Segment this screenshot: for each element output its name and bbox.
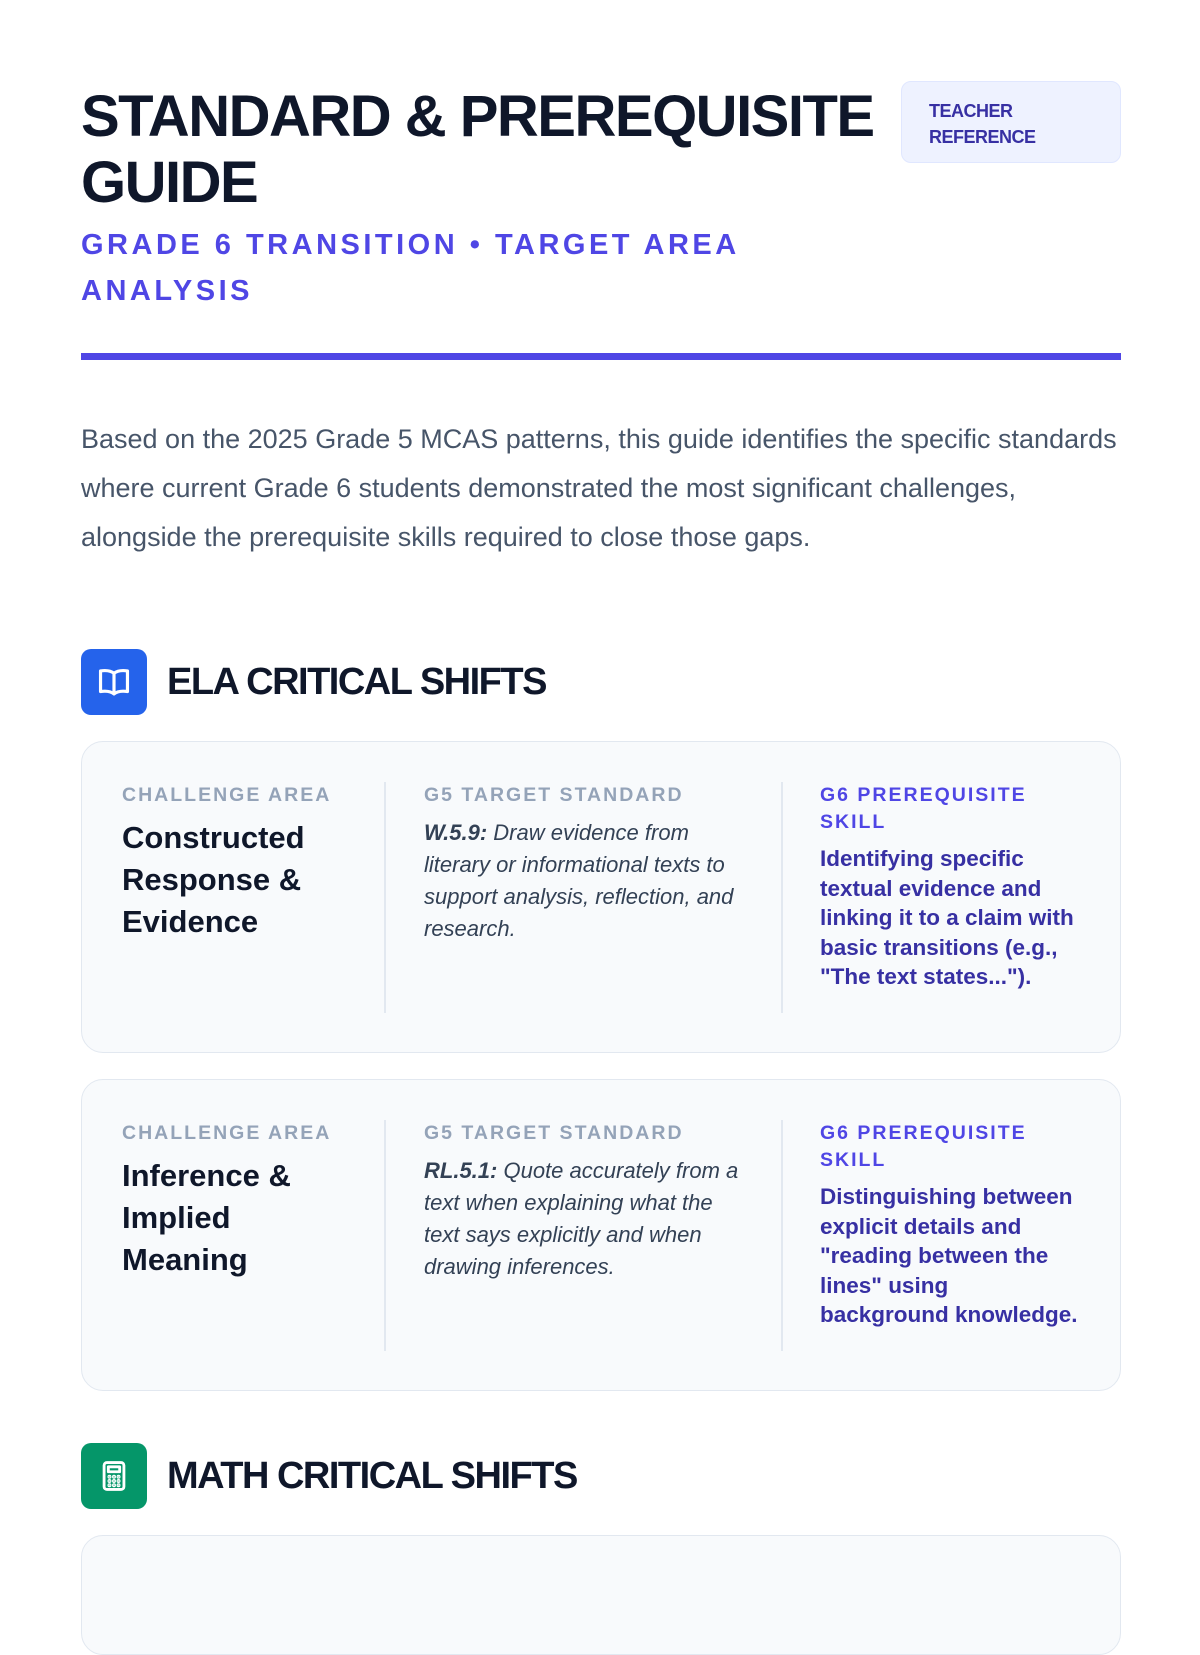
prerequisite-skill-text: Identifying specific textual evidence and linking it to a claim with basic transitions (e.g., "The text states..."). <box>820 846 1074 989</box>
column-divider <box>781 782 783 1013</box>
challenge-area-name: Inference & Implied Meaning <box>122 1158 291 1277</box>
target-standard-text <box>424 1155 744 1283</box>
prerequisite-skill-label: G6 PREREQUISITE SKILL <box>820 1122 1027 1171</box>
book-icon <box>81 649 147 715</box>
challenge-area-name: Constructed Response & Evidence <box>122 820 305 939</box>
math-section-header <box>81 1443 1121 1509</box>
prerequisite-skill-column <box>820 782 1082 992</box>
target-standard-label: G5 TARGET STANDARD <box>424 1122 684 1144</box>
target-standard-column <box>424 782 744 945</box>
standard-description: Draw evidence from literary or informational texts to support analysis, reflection, and research. <box>424 820 734 941</box>
ela-section-header <box>81 649 1121 715</box>
challenge-area-column <box>122 1120 362 1281</box>
challenge-area-label: CHALLENGE AREA <box>122 784 332 806</box>
target-standard-label: G5 TARGET STANDARD <box>424 784 684 806</box>
target-standard-text <box>424 817 744 945</box>
column-divider <box>781 1120 783 1351</box>
teacher-reference-badge: TEACHER REFERENCE <box>901 81 1121 163</box>
page-subtitle: GRADE 6 TRANSITION • TARGET AREA ANALYSIS <box>81 229 739 307</box>
page-title: STANDARD & PREREQUISITE GUIDE <box>81 84 874 215</box>
challenge-card <box>81 741 1121 1053</box>
standard-description: Quote accurately from a text when explaining what the text says explicitly and when drawing inferences. <box>424 1158 739 1279</box>
challenge-area-label: CHALLENGE AREA <box>122 1122 332 1144</box>
challenge-card <box>81 1535 1121 1655</box>
ela-section-title: ELA CRITICAL SHIFTS <box>167 661 546 703</box>
standard-code: W.5.9: <box>424 820 488 845</box>
column-divider <box>384 1120 386 1351</box>
header-divider <box>81 353 1121 360</box>
standard-code: RL.5.1: <box>424 1158 498 1183</box>
page <box>81 0 1121 1497</box>
challenge-area-column <box>122 782 362 943</box>
calculator-icon <box>81 1443 147 1509</box>
column-divider <box>384 782 386 1013</box>
target-standard-column <box>424 1120 744 1283</box>
prerequisite-skill-column <box>820 1120 1082 1330</box>
prerequisite-skill-label: G6 PREREQUISITE SKILL <box>820 784 1027 833</box>
header <box>81 0 1121 372</box>
intro-paragraph: Based on the 2025 Grade 5 MCAS patterns, this guide identifies the specific standards where current Grade 6 students demonstrated the most significant challenges, alongside the prerequisite skills required to close those gaps. <box>81 424 1117 552</box>
challenge-card <box>81 1079 1121 1391</box>
math-section-title: MATH CRITICAL SHIFTS <box>167 1455 577 1497</box>
prerequisite-skill-text: Distinguishing between explicit details and "reading between the lines" using background knowledge. <box>820 1184 1078 1327</box>
